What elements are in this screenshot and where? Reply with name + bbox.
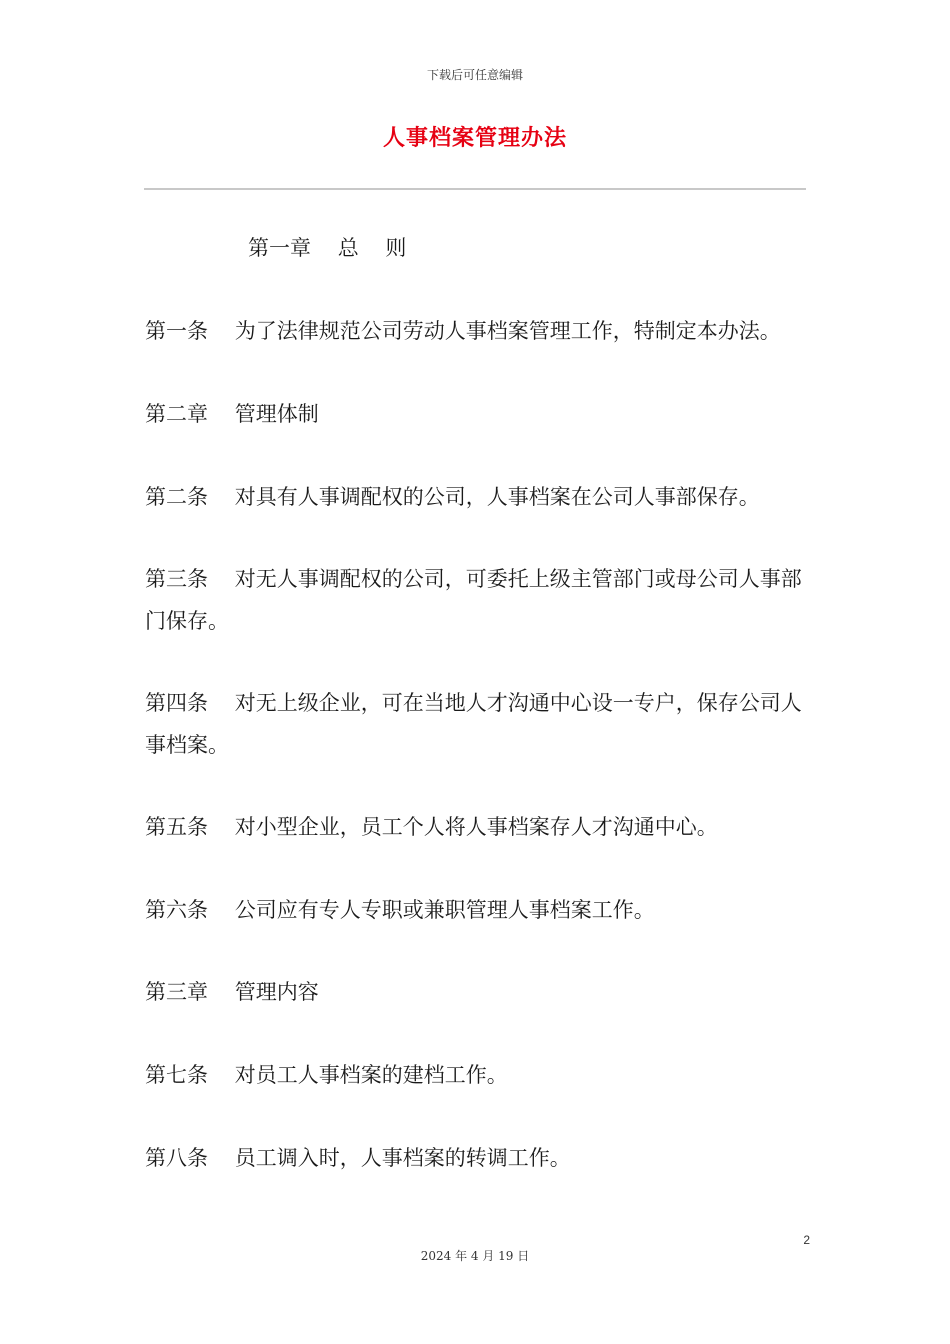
title-divider — [144, 188, 806, 190]
header-note: 下载后可任意编辑 — [426, 68, 523, 82]
article-7: 第七条 对员工人事档案的建档工作。 — [145, 1063, 508, 1087]
page-number: 2 — [803, 1233, 810, 1247]
article-8: 第八条 员工调入时，人事档案的转调工作。 — [145, 1146, 571, 1170]
article-1: 第一条 为了法律规范公司劳动人事档案管理工作，特制定本办法。 — [145, 319, 781, 343]
article-2: 第二条 对具有人事调配权的公司，人事档案在公司人事部保存。 — [145, 485, 760, 509]
chapter-one-heading: 第一章 总 则 — [248, 236, 407, 260]
article-6: 第六条 公司应有专人专职或兼职管理人事档案工作。 — [145, 898, 655, 922]
chapter-three-heading: 第三章 管理内容 — [145, 980, 319, 1004]
footer-date: 2024 年 4 月 19 日 — [420, 1249, 530, 1263]
document-title: 人事档案管理办法 — [382, 125, 567, 151]
article-3: 第三条 对无人事调配权的公司，可委托上级主管部门或母公司人事部门保存。 — [145, 567, 802, 633]
chapter-two-heading: 第二章 管理体制 — [145, 402, 319, 426]
article-5: 第五条 对小型企业，员工个人将人事档案存人才沟通中心。 — [145, 815, 718, 839]
article-4: 第四条 对无上级企业，可在当地人才沟通中心设一专户，保存公司人事档案。 — [145, 691, 802, 757]
